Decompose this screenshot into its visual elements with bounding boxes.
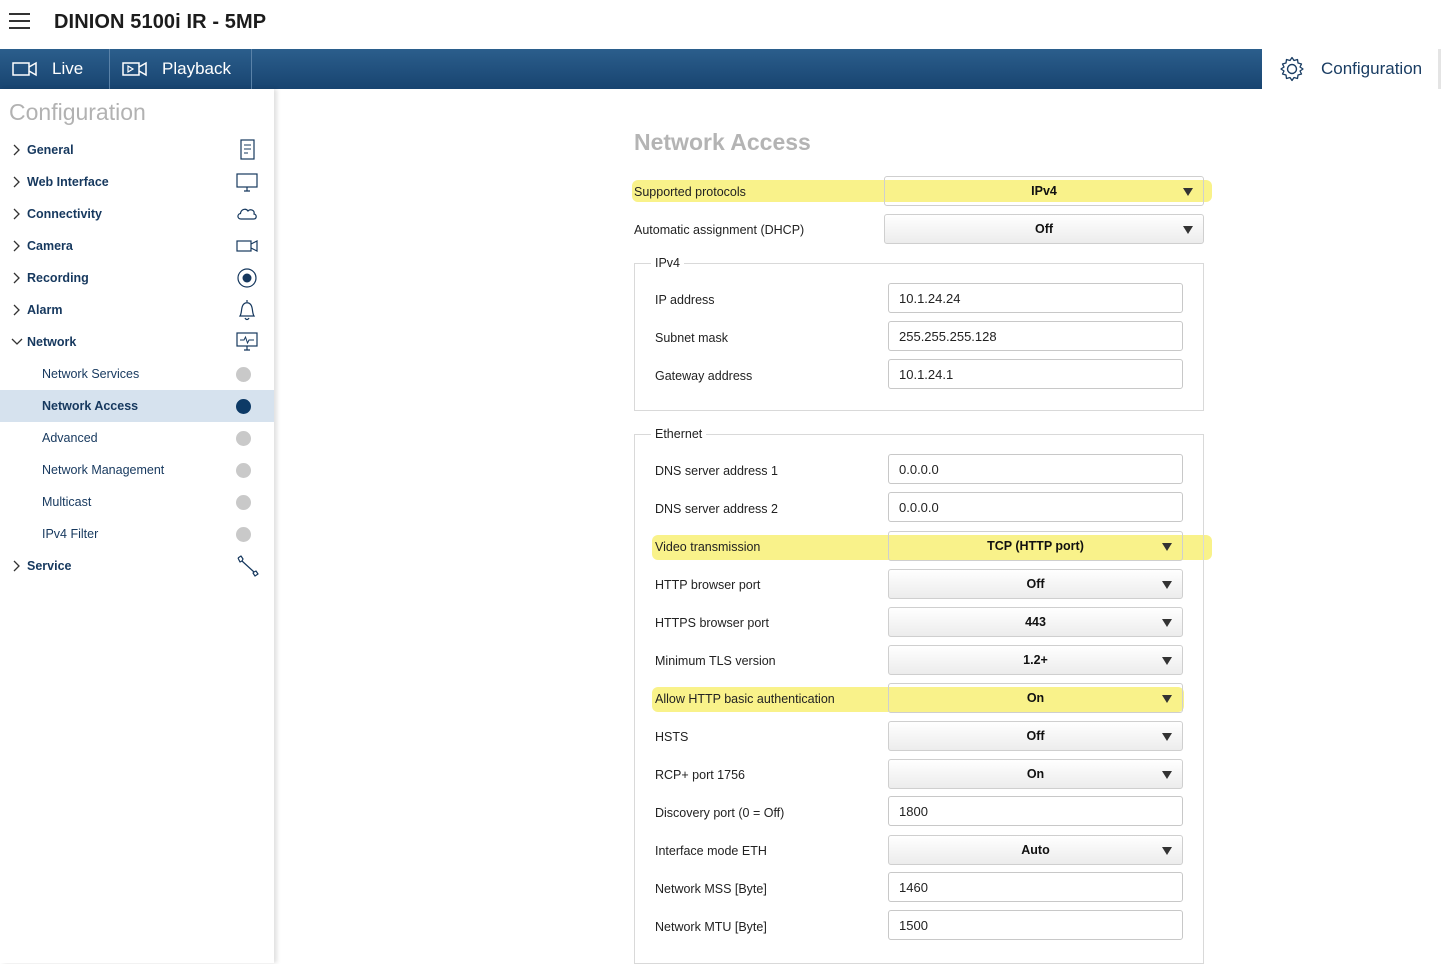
main-content [274,89,1441,963]
sidebar-subitem-label: Advanced [42,431,98,445]
sidebar-subitem-advanced[interactable] [0,422,274,454]
dropdown-arrow-icon [1162,847,1172,855]
select-value: 443 [1025,615,1046,629]
sidebar [0,89,274,963]
dropdown-arrow-icon [1162,619,1172,627]
network-monitor-icon [235,331,259,353]
monitor-icon [235,171,259,193]
dropdown-arrow-icon [1183,188,1193,196]
sidebar-subitem-label: Network Services [42,367,140,381]
sidebar-subitem-label: Network Management [42,463,165,477]
select-value: TCP (HTTP port) [987,539,1084,553]
network-mss-input[interactable]: 1460 [888,872,1183,902]
video-transmission-select[interactable] [888,531,1183,561]
chevron-right-icon [11,207,23,221]
sidebar-item-recording[interactable] [0,262,274,294]
supported-protocols-select[interactable] [884,176,1204,206]
http-basic-auth-label: Allow HTTP basic authentication [655,692,835,706]
sidebar-item-label: General [27,143,74,157]
status-dot [236,495,251,510]
hsts-select[interactable] [888,721,1183,751]
chevron-right-icon [11,303,23,317]
app-title: DINION 5100i IR - 5MP [54,11,267,33]
tab-live[interactable] [0,49,110,89]
sidebar-item-alarm[interactable] [0,294,274,326]
status-dot [236,463,251,478]
subnet-mask-label: Subnet mask [655,331,728,345]
discovery-port-input[interactable]: 1800 [888,796,1183,826]
http-basic-auth-select[interactable] [888,683,1183,713]
page-title: Network Access [634,129,811,155]
gateway-address-input[interactable]: 10.1.24.1 [888,359,1183,389]
select-value: Off [1026,729,1045,743]
sidebar-subitem-multicast[interactable] [0,486,274,518]
sidebar-title: Configuration [9,99,146,125]
sidebar-subitem-network-access[interactable] [0,390,274,422]
rcp-port-select[interactable] [888,759,1183,789]
dropdown-arrow-icon [1162,733,1172,741]
gear-icon [1279,56,1305,82]
min-tls-label: Minimum TLS version [655,654,776,668]
bell-icon [235,299,259,321]
record-icon [235,267,259,289]
sidebar-item-connectivity[interactable] [0,198,274,230]
main-nav-bar [0,49,1262,89]
select-value: On [1026,767,1045,781]
dropdown-arrow-icon [1162,543,1172,551]
tab-playback[interactable] [110,49,252,89]
video-camera-icon [12,61,38,77]
https-port-label: HTTPS browser port [655,616,769,630]
sidebar-item-general[interactable] [0,134,274,166]
tab-configuration-label: Configuration [1321,59,1423,78]
chevron-right-icon [11,559,23,573]
tab-playback-label: Playback [162,59,231,78]
dropdown-arrow-icon [1162,771,1172,779]
sidebar-item-service[interactable] [0,550,274,582]
network-mtu-input[interactable]: 1500 [888,910,1183,940]
document-list-icon [235,139,259,161]
tab-live-label: Live [52,59,84,78]
sidebar-item-network[interactable] [0,326,274,358]
sidebar-subitem-network-management[interactable] [0,454,274,486]
dns2-label: DNS server address 2 [655,502,778,516]
hsts-label: HSTS [655,730,689,744]
dns1-label: DNS server address 1 [655,464,778,478]
interface-mode-select[interactable] [888,835,1183,865]
dropdown-arrow-icon [1162,657,1172,665]
playback-icon [122,61,148,77]
select-value: IPv4 [1031,184,1057,198]
tab-configuration[interactable] [1262,49,1441,89]
min-tls-select[interactable] [888,645,1183,675]
ipv4-legend: IPv4 [651,256,684,270]
camera-icon [235,235,259,257]
dhcp-label: Automatic assignment (DHCP) [634,223,805,237]
chevron-down-icon [11,335,23,349]
dropdown-arrow-icon [1183,226,1193,234]
video-transmission-label: Video transmission [655,540,761,554]
ethernet-legend: Ethernet [651,427,706,441]
chevron-right-icon [11,271,23,285]
status-dot [236,527,251,542]
sidebar-item-label: Connectivity [27,207,103,221]
status-dot [236,367,251,382]
title-bar [0,0,1441,49]
sidebar-item-label: Network [27,335,77,349]
sidebar-item-label: Recording [27,271,89,285]
sidebar-subitem-label: Multicast [42,495,92,509]
select-value: Off [1034,222,1054,236]
ip-address-label: IP address [655,293,715,307]
supported-protocols-label: Supported protocols [634,185,746,199]
status-dot [236,431,251,446]
network-mss-label: Network MSS [Byte] [655,882,767,896]
sidebar-subitem-label: Network Access [42,399,139,413]
sidebar-subitem-network-services[interactable] [0,358,274,390]
dns2-input[interactable]: 0.0.0.0 [888,492,1183,522]
hamburger-menu-icon[interactable] [9,13,30,29]
sidebar-item-label: Service [27,559,72,573]
chevron-right-icon [11,175,23,189]
cloud-icon [235,203,259,225]
wrench-icon [235,555,259,577]
status-dot [236,399,251,414]
chevron-right-icon [11,239,23,253]
select-value: 1.2+ [1023,653,1048,667]
chevron-right-icon [11,143,23,157]
http-port-label: HTTP browser port [655,578,761,592]
gateway-address-label: Gateway address [655,369,753,383]
sidebar-item-label: Camera [27,239,73,253]
select-value: On [1026,691,1045,705]
ip-address-input[interactable]: 10.1.24.24 [888,283,1183,313]
sidebar-item-camera[interactable] [0,230,274,262]
sidebar-subitem-label: IPv4 Filter [42,527,99,541]
dhcp-select[interactable] [884,214,1204,244]
https-port-select[interactable] [888,607,1183,637]
sidebar-item-label: Web Interface [27,175,109,189]
rcp-port-label: RCP+ port 1756 [655,768,745,782]
http-port-select[interactable] [888,569,1183,599]
subnet-mask-input[interactable]: 255.255.255.128 [888,321,1183,351]
dropdown-arrow-icon [1162,581,1172,589]
select-value: Off [1026,577,1045,591]
network-mtu-label: Network MTU [Byte] [655,920,767,934]
sidebar-subitem-ipv4-filter[interactable] [0,518,274,550]
interface-mode-label: Interface mode ETH [655,844,767,858]
select-value: Auto [1021,843,1050,857]
dropdown-arrow-icon [1162,695,1172,703]
sidebar-item-label: Alarm [27,303,63,317]
dns1-input[interactable]: 0.0.0.0 [888,454,1183,484]
discovery-port-label: Discovery port (0 = Off) [655,806,785,820]
sidebar-item-web-interface[interactable] [0,166,274,198]
